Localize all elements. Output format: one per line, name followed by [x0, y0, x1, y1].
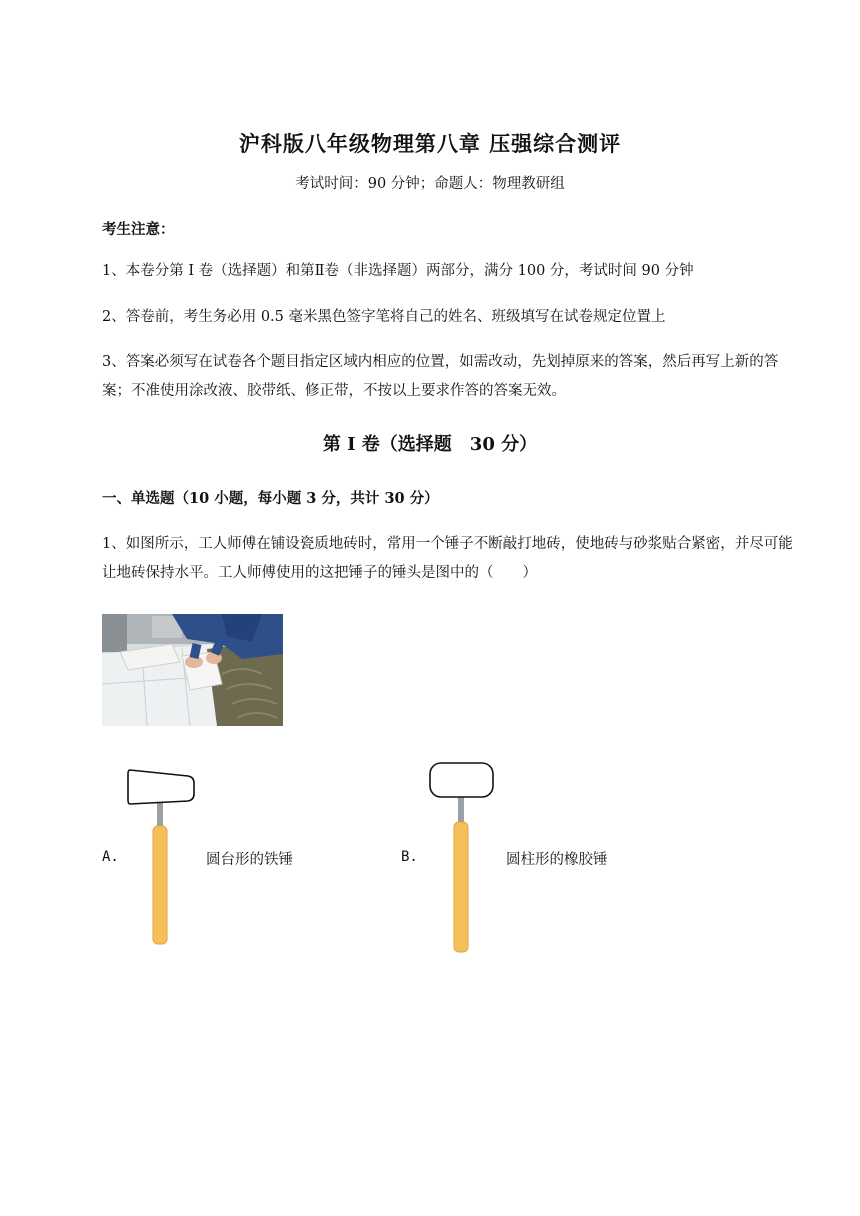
exam-info: 考试时间：90 分钟；命题人：物理教研组 — [295, 176, 565, 192]
notice-item-1: 1、本卷分第 I 卷（选择题）和第Ⅱ卷（非选择题）两部分，满分 100 分，考试时间 90 分钟 — [102, 263, 694, 279]
option-a-letter[interactable]: A. — [102, 849, 119, 865]
option-a-hammer-image — [124, 764, 200, 950]
page-title: 沪科版八年级物理第八章 压强综合测评 — [238, 131, 622, 156]
option-b-hammer-image — [426, 760, 498, 956]
option-a-text[interactable]: 圆台形的铁锤 — [206, 852, 293, 868]
worker-tiling-photo — [102, 614, 283, 726]
part-title: 第 I 卷（选择题 30 分） — [322, 434, 538, 455]
question-section-heading: 一、单选题（10 小题，每小题 3 分，共计 30 分） — [102, 490, 439, 507]
notice-item-2: 2、答卷前，考生务必用 0.5 毫米黑色签字笔将自己的姓名、班级填写在试卷规定位置上 — [102, 309, 666, 325]
question-1-text: 1、如图所示，工人师傅在铺设瓷质地砖时，常用一个锤子不断敲打地砖，使地砖与砂浆贴合紧密，并尽可能让地砖保持水平。工人师傅使用的这把锤子的锤头是图中的（ ） — [102, 536, 793, 581]
notice-heading: 考生注意： — [102, 221, 175, 238]
option-b-text[interactable]: 圆柱形的橡胶锤 — [506, 852, 608, 868]
option-b-letter[interactable]: B. — [401, 849, 418, 865]
notice-item-3: 3、答案必须写在试卷各个题目指定区域内相应的位置，如需改动，先划掉原来的答案，然后再写上新的答案；不准使用涂改液、胶带纸、修正带，不按以上要求作答的答案无效。 — [102, 354, 779, 399]
